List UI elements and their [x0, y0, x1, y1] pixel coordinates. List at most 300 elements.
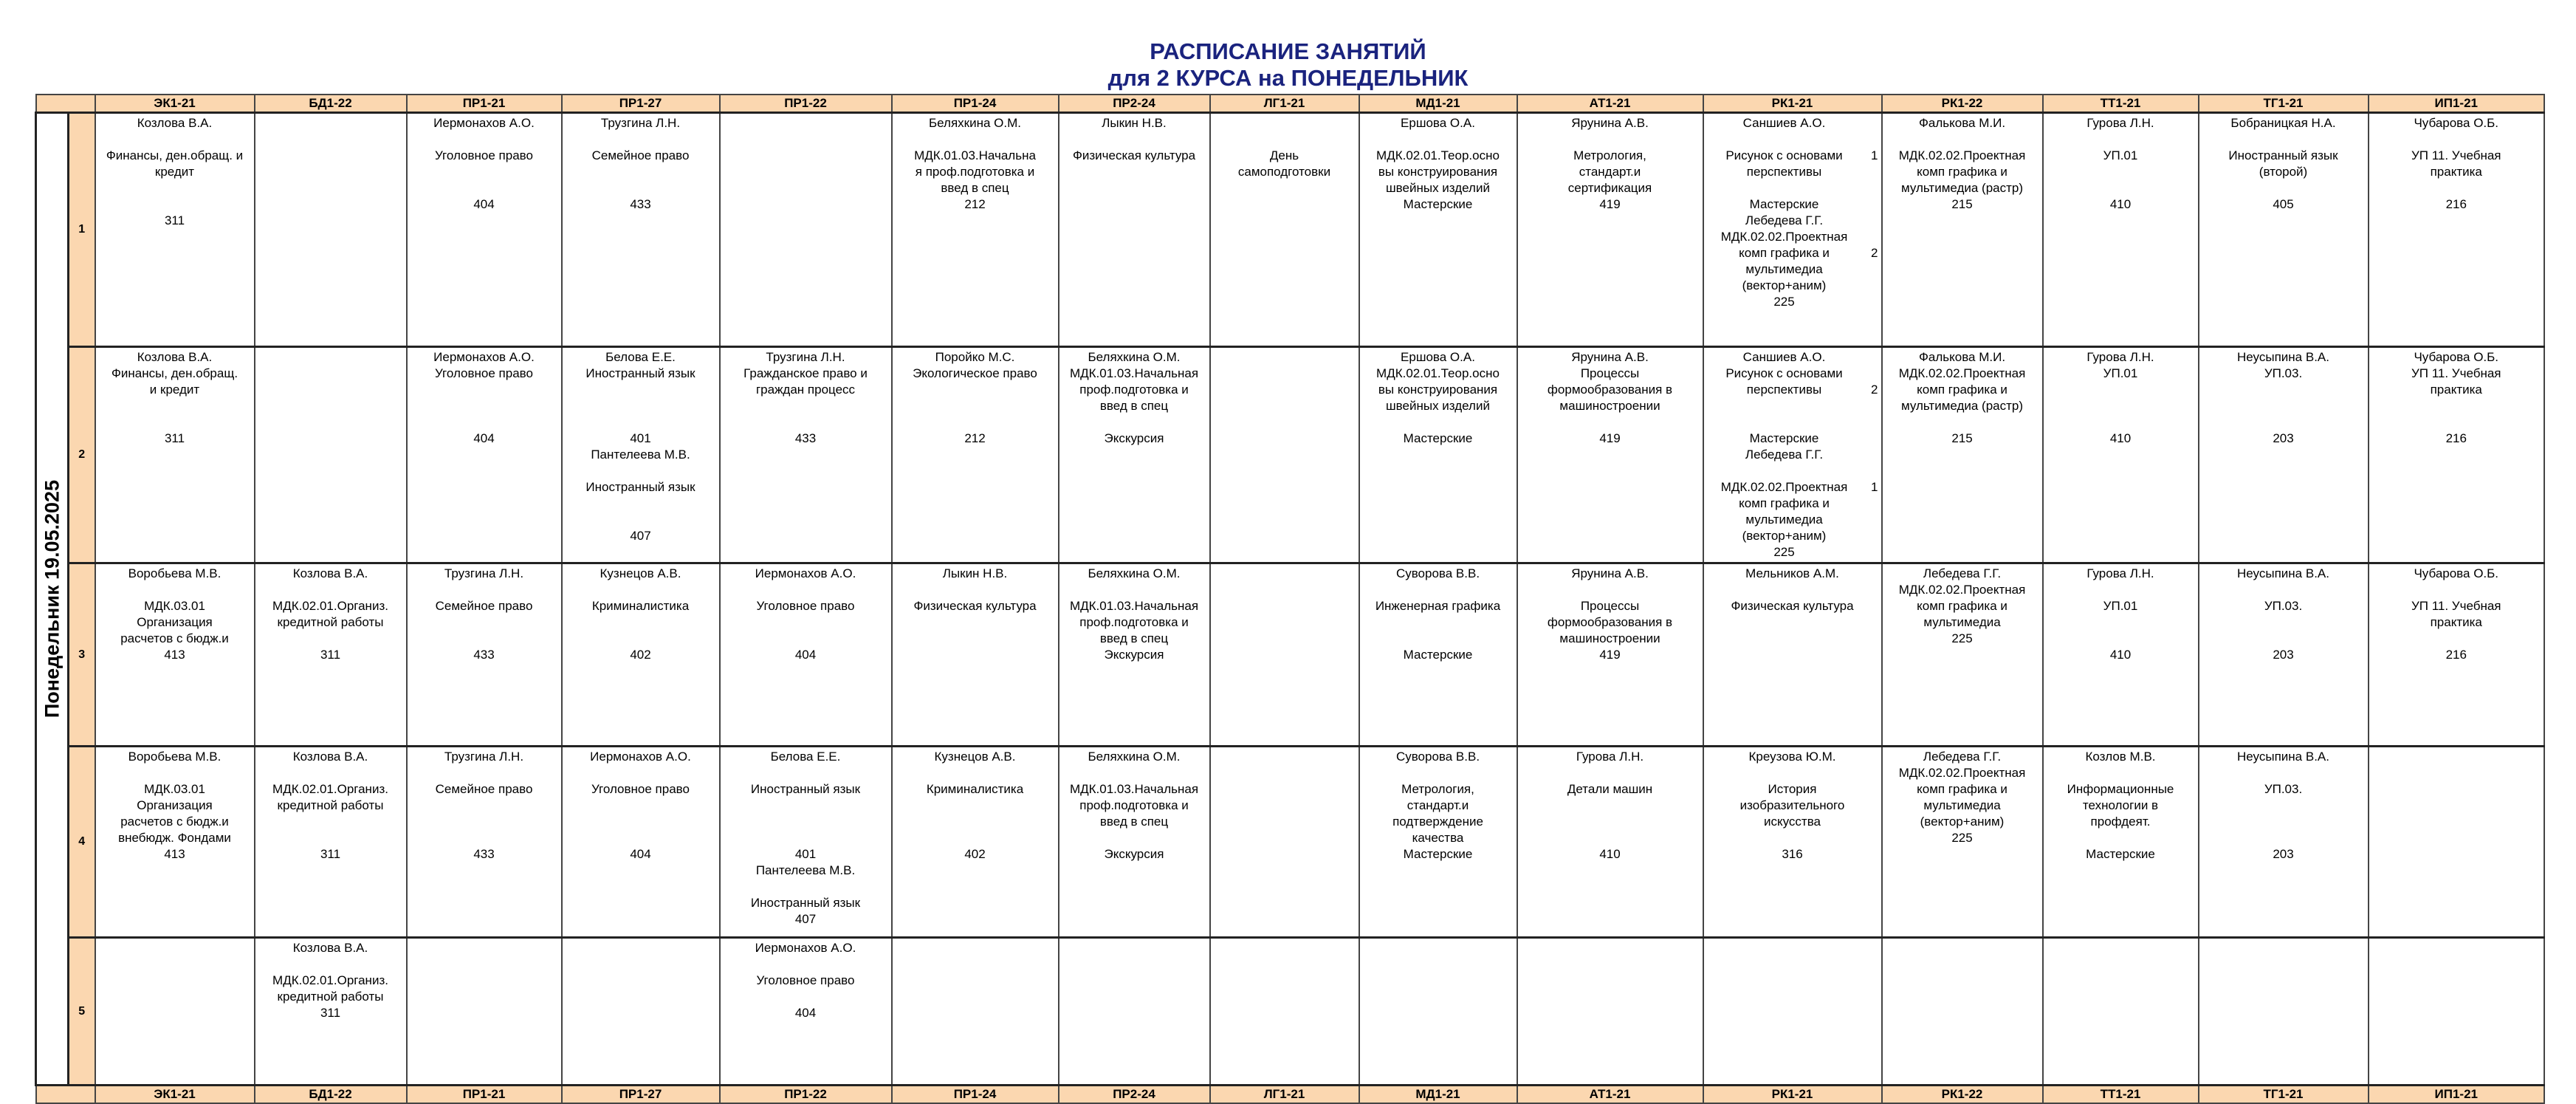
cell-line: [566, 798, 716, 814]
lesson-row: [36, 113, 2545, 347]
group-header: РК1-21: [1703, 95, 1882, 113]
schedule-cell: [1517, 347, 1703, 563]
schedule-cell: [1882, 938, 2043, 1086]
cell-line: [1521, 131, 1700, 148]
subgroup: [1707, 349, 1878, 447]
cell-line: [566, 765, 716, 781]
cell-line: Уголовное право: [435, 148, 533, 162]
cell-line: Беляхкина О.М.: [1088, 750, 1181, 764]
cell-line: Воробьева М.В.: [128, 750, 221, 764]
schedule-table: [35, 94, 2545, 1104]
schedule-cell: [1059, 747, 1210, 938]
cell-line: [258, 582, 403, 598]
cell-line: проф.подготовка и: [1079, 615, 1189, 629]
schedule-cell: [1359, 113, 1517, 347]
cell-line: практика: [2430, 165, 2482, 179]
cell-line: [566, 398, 716, 414]
cell-line: [566, 463, 716, 479]
cell-line: [896, 131, 1055, 148]
schedule-cell: [255, 113, 407, 347]
schedule-cell: [1210, 563, 1359, 747]
cell-line: Ярунина А.В.: [1571, 566, 1649, 580]
cell-line: [896, 382, 1055, 398]
cell-line: 410: [2109, 197, 2132, 211]
cell-line: введ в спец: [1099, 631, 1169, 645]
cell-line: [2047, 180, 2195, 196]
subgroup-body: [1707, 349, 1862, 447]
cell-line: [258, 631, 403, 647]
cell-line: 311: [164, 213, 185, 227]
cell-line: Семейное право: [435, 782, 533, 796]
cell-line: [1707, 180, 1862, 196]
cell-line: 311: [164, 431, 185, 445]
cell-line: (второй): [2259, 165, 2308, 179]
cell-line: 203: [2273, 648, 2294, 662]
schedule-cell: [1359, 347, 1517, 563]
cell-line: Мастерские: [1749, 431, 1819, 445]
cell-line: комп графика и: [1917, 782, 2007, 796]
cell-line: Финансы, ден.обращ. и кредит: [106, 148, 244, 179]
cell-line: [2372, 131, 2541, 148]
schedule-cell: [95, 747, 255, 938]
cell-line: комп графика и: [1917, 599, 2007, 613]
group-header: ЛГ1-21: [1210, 95, 1359, 113]
cell-line: [1707, 463, 1862, 479]
schedule-cell: [95, 938, 255, 1086]
cell-line: кредитной работы: [277, 798, 384, 812]
lesson-row: [36, 747, 2545, 938]
schedule-cell: [562, 347, 720, 563]
cell-line: искусства: [1763, 815, 1821, 829]
schedule-cell: [720, 747, 892, 938]
cell-line: Козлов М.В.: [2085, 750, 2156, 764]
schedule-cell: [407, 938, 562, 1086]
cell-line: [258, 814, 403, 830]
cell-line: Ершова О.А.: [1401, 350, 1475, 364]
cell-line: комп графика и: [1917, 165, 2007, 179]
schedule-cell: [1882, 747, 2043, 938]
cell-line: [99, 398, 251, 414]
cell-line: 401: [794, 847, 817, 861]
schedule-cell: [1059, 113, 1210, 347]
cell-line: Гражданское право и: [743, 366, 868, 380]
group-header: ЭК1-21: [95, 1086, 255, 1104]
cell-line: 216: [2445, 648, 2467, 662]
cell-line: я проф.подготовка и: [915, 165, 1035, 179]
cell-line: Гурова Л.Н.: [1576, 750, 1644, 764]
cell-line: Экологическое право: [913, 366, 1037, 380]
schedule-cell: [1703, 113, 1882, 347]
cell-line: 216: [2445, 197, 2467, 211]
cell-line: [99, 765, 251, 781]
cell-line: Лебедева Г.Г.: [1745, 448, 1824, 462]
cell-line: 216: [2445, 431, 2467, 445]
group-header: ПР2-24: [1059, 95, 1210, 113]
cell-line: [411, 164, 558, 180]
footer-row: [36, 1086, 2545, 1104]
cell-line: [1521, 814, 1700, 830]
schedule-cell: [720, 113, 892, 347]
schedule-cell: [562, 938, 720, 1086]
cell-line: [896, 398, 1055, 414]
cell-line: 419: [1599, 431, 1621, 445]
cell-line: УП.03.: [2264, 599, 2303, 613]
schedule-cell: [720, 563, 892, 747]
cell-line: [896, 814, 1055, 830]
schedule-cell: [1882, 113, 2043, 347]
cell-line: [2047, 631, 2195, 647]
cell-line: 410: [1599, 847, 1621, 861]
schedule-cell: [2043, 747, 2199, 938]
cell-line: [1363, 765, 1514, 781]
cell-line: [1062, 765, 1206, 781]
cell-line: Инженерная графика: [1375, 599, 1501, 613]
cell-line: Физическая культура: [913, 599, 1037, 613]
cell-line: 203: [2273, 431, 2294, 445]
day-cell: [36, 113, 69, 1086]
cell-line: Неусыпина В.А.: [2237, 350, 2329, 364]
cell-line: 407: [794, 912, 817, 926]
cell-line: [2047, 830, 2195, 846]
cell-line: МДК.01.03.Начальная: [1069, 366, 1199, 380]
schedule-cell: [2043, 347, 2199, 563]
cell-line: Криминалистика: [926, 782, 1024, 796]
cell-line: [1363, 131, 1514, 148]
cell-line: Белова Е.Е.: [770, 750, 841, 764]
cell-line: [724, 814, 888, 830]
cell-line: УП.01: [2103, 366, 2138, 380]
cell-line: [411, 131, 558, 148]
cell-line: качества: [1412, 831, 1464, 845]
cell-line: МДК.02.01.Организ.: [272, 782, 388, 796]
cell-line: Иермонахов А.О.: [755, 566, 856, 580]
group-header: РК1-22: [1882, 95, 2043, 113]
day-label: Понедельник 19.05.2025: [41, 479, 63, 719]
cell-line: Мастерские: [1403, 431, 1473, 445]
cell-line: Чубарова О.Б.: [2414, 566, 2499, 580]
schedule-cell: [95, 347, 255, 563]
cell-line: [99, 414, 251, 431]
group-header: АТ1-21: [1517, 95, 1703, 113]
schedule-cell: [255, 347, 407, 563]
cell-line: [2202, 631, 2365, 647]
schedule-cell: [1210, 113, 1359, 347]
cell-line: МДК.03.01: [144, 599, 205, 613]
schedule-cell: [892, 113, 1059, 347]
cell-line: проф.подготовка и: [1079, 383, 1189, 397]
schedule-cell: [407, 113, 562, 347]
group-header: РК1-22: [1882, 1086, 2043, 1104]
cell-line: [1521, 830, 1700, 846]
subgroup-number: 1: [1871, 480, 1878, 494]
cell-line: [2047, 398, 2195, 414]
schedule-cell: [2369, 113, 2545, 347]
schedule-cell: [255, 563, 407, 747]
cell-line: [411, 798, 558, 814]
cell-line: 402: [630, 648, 651, 662]
lesson-row: [36, 563, 2545, 747]
cell-line: подтверждение: [1392, 815, 1483, 829]
cell-line: Уголовное право: [756, 599, 855, 613]
cell-line: [1214, 131, 1356, 148]
cell-line: Трузгина Л.Н.: [600, 116, 681, 130]
cell-line: [1707, 131, 1862, 148]
cell-line: кредитной работы: [277, 990, 384, 1004]
cell-line: Беляхкина О.М.: [928, 116, 1021, 130]
cell-line: Воробьева М.В.: [128, 566, 221, 580]
cell-line: [99, 582, 251, 598]
cell-line: мультимедиа: [1745, 512, 1823, 527]
schedule-cell: [892, 347, 1059, 563]
cell-line: [724, 631, 888, 647]
cell-line: Иностранный язык: [2228, 148, 2338, 162]
schedule-subtitle: для 2 КУРСА на ПОНЕДЕЛЬНИК: [1107, 65, 1469, 91]
cell-line: [2047, 164, 2195, 180]
cell-line: [2202, 582, 2365, 598]
cell-line: [566, 414, 716, 431]
cell-line: Чубарова О.Б.: [2414, 350, 2499, 364]
schedule-cell: [407, 563, 562, 747]
cell-line: [2047, 614, 2195, 631]
cell-line: [566, 512, 716, 528]
schedule-cell: [562, 747, 720, 938]
cell-line: швейных изделий: [1386, 399, 1490, 413]
cell-line: [2202, 765, 2365, 781]
cell-line: [411, 398, 558, 414]
cell-line: [411, 830, 558, 846]
schedule-cell: [892, 938, 1059, 1086]
cell-line: Физическая культура: [1072, 148, 1196, 162]
cell-line: введ в спец: [1099, 399, 1169, 413]
cell-line: [566, 582, 716, 598]
cell-line: 404: [630, 847, 651, 861]
cell-line: машиностроении: [1559, 399, 1660, 413]
schedule-cell: [1517, 563, 1703, 747]
cell-line: Иностранный язык: [585, 366, 695, 380]
schedule-cell: [255, 938, 407, 1086]
cell-line: Козлова В.А.: [292, 941, 368, 955]
cell-line: Метрология,: [1401, 782, 1474, 796]
cell-line: 215: [1951, 197, 1973, 211]
schedule-cell: [1517, 747, 1703, 938]
cell-line: мультимедиа: [1745, 262, 1823, 276]
cell-line: расчетов с бюдж.и: [120, 815, 229, 829]
subgroup: [1707, 447, 1878, 560]
cell-line: Рисунок с основами: [1725, 366, 1843, 380]
cell-line: [724, 956, 888, 973]
cell-line: [2202, 382, 2365, 398]
cell-line: [724, 582, 888, 598]
cell-line: Мастерские: [1749, 197, 1819, 211]
cell-line: 203: [2273, 847, 2294, 861]
cell-line: самоподготовки: [1237, 165, 1331, 179]
cell-line: перспективы: [1746, 165, 1822, 179]
cell-line: внебюдж. Фондами: [118, 831, 231, 845]
cell-line: [1521, 414, 1700, 431]
cell-line: Метрология,: [1573, 148, 1646, 162]
cell-line: Уголовное право: [756, 973, 855, 987]
cell-line: Белова Е.Е.: [605, 350, 676, 364]
lesson-row: [36, 347, 2545, 563]
cell-line: Козлова В.А.: [137, 116, 213, 130]
cell-line: [1363, 631, 1514, 647]
cell-line: [1363, 414, 1514, 431]
cell-line: УП.01: [2103, 599, 2138, 613]
cell-line: практика: [2430, 383, 2482, 397]
cell-line: мультимедиа (растр): [1900, 399, 2024, 413]
cell-line: МДК.02.01.Организ.: [272, 973, 388, 987]
cell-line: Ярунина А.В.: [1571, 350, 1649, 364]
cell-line: 225: [1951, 631, 1973, 645]
cell-line: МДК.02.01.Теор.осно: [1376, 366, 1500, 380]
cell-line: мультимедиа: [1923, 615, 2001, 629]
schedule-cell: [1703, 347, 1882, 563]
cell-line: Гурова Л.Н.: [2086, 116, 2154, 130]
cell-line: изобразительного: [1739, 798, 1845, 812]
group-header: ПР1-21: [407, 1086, 562, 1104]
cell-line: Гурова Л.Н.: [2086, 350, 2154, 364]
schedule-cell: [2199, 938, 2369, 1086]
cell-line: [1521, 765, 1700, 781]
cell-line: [2202, 614, 2365, 631]
cell-line: [2372, 398, 2541, 414]
cell-line: Финансы, ден.обращ.: [111, 366, 238, 380]
cell-line: [1214, 115, 1356, 131]
cell-line: МДК.03.01: [144, 782, 205, 796]
cell-line: [724, 798, 888, 814]
cell-line: 433: [630, 197, 651, 211]
cell-line: [2202, 814, 2365, 830]
cell-line: [896, 765, 1055, 781]
cell-line: УП 11. Учебная: [2411, 148, 2501, 162]
cell-line: История: [1768, 782, 1817, 796]
group-header: ПР2-24: [1059, 1086, 1210, 1104]
cell-line: Суворова В.В.: [1395, 566, 1480, 580]
schedule-cell: [1703, 747, 1882, 938]
cell-line: (вектор+аним): [1920, 815, 2005, 829]
cell-line: и кредит: [149, 383, 200, 397]
cell-line: [2047, 582, 2195, 598]
cell-line: [896, 830, 1055, 846]
cell-line: [896, 582, 1055, 598]
cell-line: Физическая культура: [1731, 599, 1854, 613]
cell-line: вы конструирования: [1378, 165, 1498, 179]
cell-line: стандарт.и: [1579, 165, 1641, 179]
cell-line: стандарт.и: [1407, 798, 1469, 812]
schedule-cell: [892, 747, 1059, 938]
cell-line: Лыкин Н.В.: [942, 566, 1008, 580]
cell-line: Мастерские: [1403, 847, 1473, 861]
cell-line: Кузнецов А.В.: [600, 566, 681, 580]
cell-line: мультимедиа: [1923, 798, 2001, 812]
cell-line: Иермонахов А.О.: [433, 350, 535, 364]
cell-line: [2047, 131, 2195, 148]
cell-line: [1707, 414, 1862, 431]
group-header: ПР1-24: [892, 95, 1059, 113]
cell-line: Лебедева Г.Г.: [1745, 213, 1824, 227]
group-header: РК1-21: [1703, 1086, 1882, 1104]
cell-line: [258, 956, 403, 973]
group-header: БД1-22: [255, 95, 407, 113]
subgroup-body: [1707, 213, 1862, 310]
cell-line: 402: [964, 847, 986, 861]
cell-line: [1707, 765, 1878, 781]
schedule-cell: [1517, 938, 1703, 1086]
lesson-number: 3: [69, 563, 95, 747]
cell-line: Иермонахов А.О.: [433, 116, 535, 130]
cell-line: Пантелеева М.В.: [755, 863, 856, 877]
cell-line: 419: [1599, 197, 1621, 211]
group-header: ПР1-27: [562, 95, 720, 113]
cell-line: Трузгина Л.Н.: [444, 750, 524, 764]
cell-line: [1707, 582, 1878, 598]
cell-line: Уголовное право: [591, 782, 690, 796]
cell-line: [2202, 798, 2365, 814]
cell-line: комп графика и: [1739, 246, 1830, 260]
cell-line: [411, 614, 558, 631]
schedule-cell: [1882, 563, 2043, 747]
cell-line: 311: [320, 648, 341, 662]
cell-line: МДК.02.02.Проектная: [1898, 366, 2026, 380]
schedule-cell: [1359, 747, 1517, 938]
schedule-cell: [95, 563, 255, 747]
schedule-cell: [95, 113, 255, 347]
cell-line: практика: [2430, 615, 2482, 629]
cell-line: [566, 496, 716, 512]
cell-line: Мельников А.М.: [1745, 566, 1839, 580]
schedule-cell: [1359, 563, 1517, 747]
cell-line: [99, 131, 251, 148]
cell-line: Поройко М.С.: [935, 350, 1015, 364]
cell-line: [566, 814, 716, 830]
cell-line: кредитной работы: [277, 615, 384, 629]
cell-line: формообразования в: [1547, 615, 1673, 629]
cell-line: Лебедева Г.Г.: [1923, 750, 2002, 764]
cell-line: [566, 164, 716, 180]
cell-line: сертификация: [1567, 181, 1652, 195]
group-header: ИП1-21: [2369, 95, 2545, 113]
schedule-cell: [2369, 563, 2545, 747]
group-header: ТТ1-21: [2043, 1086, 2199, 1104]
cell-line: МДК.02.02.Проектная: [1898, 766, 2026, 780]
cell-line: Лебедева Г.Г.: [1923, 566, 2002, 580]
cell-line: введ в спец: [941, 181, 1009, 195]
cell-line: [566, 131, 716, 148]
group-header: ТГ1-21: [2199, 1086, 2369, 1104]
cell-line: [896, 798, 1055, 814]
cell-line: [2372, 180, 2541, 196]
cell-line: [1363, 614, 1514, 631]
cell-line: Семейное право: [591, 148, 690, 162]
cell-line: [724, 414, 888, 431]
cell-line: Иностранный язык: [750, 896, 861, 910]
cell-line: Фалькова М.И.: [1918, 116, 2006, 130]
schedule-cell: [1517, 113, 1703, 347]
schedule-cell: [562, 113, 720, 347]
cell-line: МДК.01.03.Начальная: [1069, 599, 1199, 613]
cell-line: [2202, 180, 2365, 196]
cell-line: Организация: [137, 615, 213, 629]
cell-line: Козлова В.А.: [292, 750, 368, 764]
cell-line: [566, 830, 716, 846]
cell-line: Экскурсия: [1104, 431, 1164, 445]
cell-line: МДК.02.02.Проектная: [1898, 583, 2026, 597]
lesson-number: 2: [69, 347, 95, 563]
cell-line: [566, 631, 716, 647]
cell-line: 404: [473, 197, 495, 211]
schedule-cell: [720, 347, 892, 563]
cell-line: 401: [630, 431, 651, 445]
